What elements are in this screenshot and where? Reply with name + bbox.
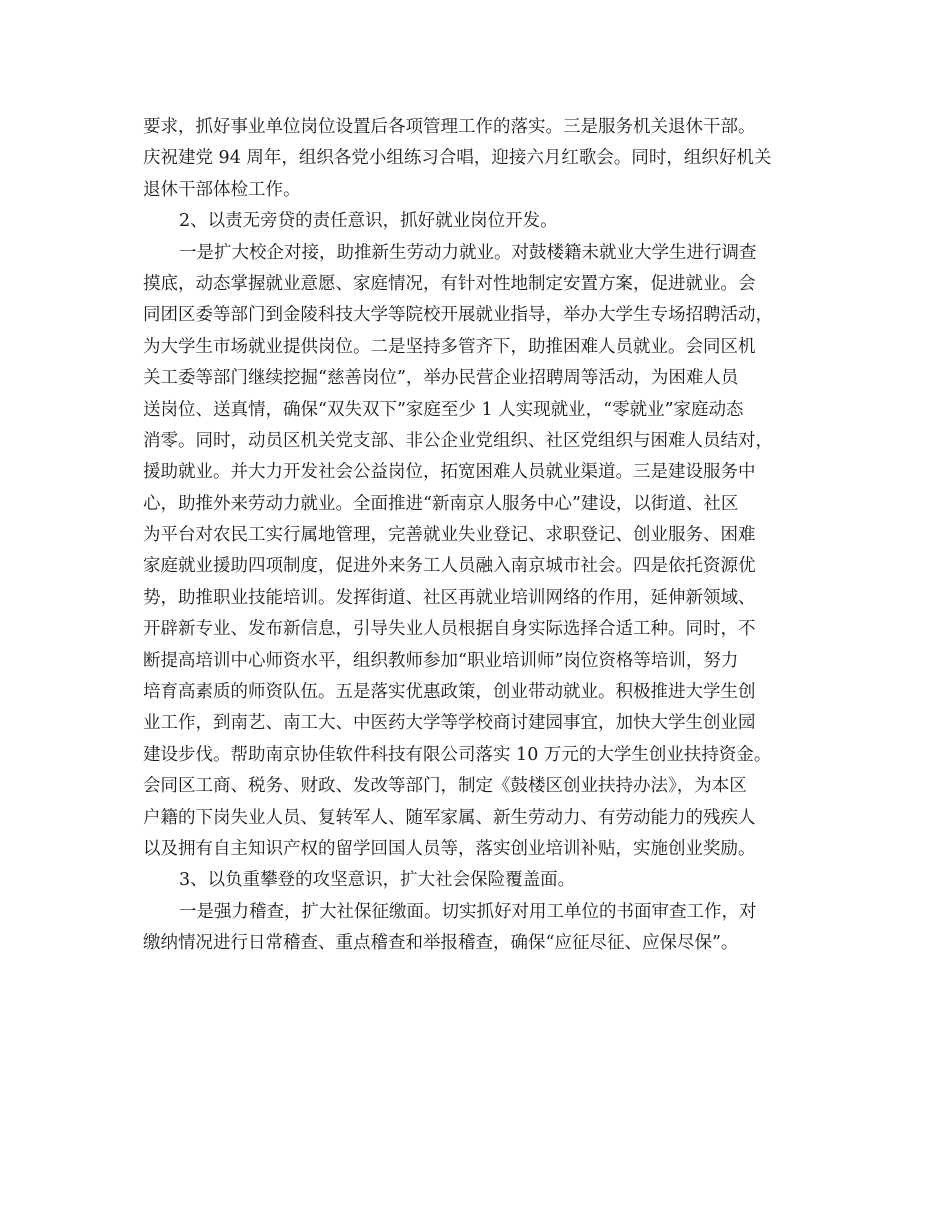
text-line: 断提高培训中心师资水平，组织教师参加“职业培训师”岗位资格等培训，努力 xyxy=(143,650,739,671)
text-line: 摸底，动态掌握就业意愿、家庭情况，有针对性地制定安置方案，促进就业。会 xyxy=(143,273,756,294)
text-line: 一是强力稽查，扩大社保征缴面。切实抓好对用工单位的书面审查工作，对 xyxy=(179,901,757,922)
text-line: 开辟新专业、发布新信息，引导失业人员根据自身实际选择合适工种。同时，不 xyxy=(143,619,756,640)
text-line: 缴纳情况进行日常稽查、重点稽查和举报稽查，确保“应征尽征、应保尽保”。 xyxy=(143,933,739,954)
text-line: 退休干部体检工作。 xyxy=(143,179,301,200)
text-line: 同团区委等部门到金陵科技大学等院校开展就业指导，举办大学生专场招聘活动， xyxy=(143,305,773,326)
text-line: 为平台对农民工实行属地管理，完善就业失业登记、求职登记、创业服务、困难 xyxy=(143,525,756,546)
text-line: 建设步伐。帮助南京协佳软件科技有限公司落实 10 万元的大学生创业扶持资金。 xyxy=(143,744,772,765)
text-line: 一是扩大校企对接，助推新生劳动力就业。对鼓楼籍未就业大学生进行调查 xyxy=(179,242,757,263)
text-line: 户籍的下岗失业人员、复转军人、随军家属、新生劳动力、有劳动能力的残疾人 xyxy=(143,807,756,828)
section-heading: 2、以责无旁贷的责任意识，抓好就业岗位开发。 xyxy=(179,211,558,232)
text-line: 会同区工商、税务、财政、发改等部门，制定《鼓楼区创业扶持办法》，为本区 xyxy=(143,776,747,797)
text-line: 援助就业。并大力开发社会公益岗位，拓宽困难人员就业渠道。三是建设服务中 xyxy=(143,462,756,483)
text-line: 家庭就业援助四项制度，促进外来务工人员融入南京城市社会。四是依托资源优 xyxy=(143,556,756,577)
text-line: 业工作，到南艺、南工大、中医药大学等学校商讨建园事宜，加快大学生创业园 xyxy=(143,713,756,734)
section-heading: 3、以负重攀登的攻坚意识，扩大社会保险覆盖面。 xyxy=(179,870,576,891)
text-line: 以及拥有自主知识产权的留学回国人员等，落实创业培训补贴，实施创业奖励。 xyxy=(143,838,756,859)
text-line: 关工委等部门继续挖掘“慈善岗位”，举办民营企业招聘周等活动，为困难人员 xyxy=(143,368,739,389)
text-line: 势，助推职业技能培训。发挥街道、社区再就业培训网络的作用，延伸新领域、 xyxy=(143,587,756,608)
text-line: 庆祝建党 94 周年，组织各党小组练习合唱，迎接六月红歌会。同时，组织好机关 xyxy=(143,148,772,169)
text-line: 心，助推外来劳动力就业。全面推进“新南京人服务中心”建设，以街道、社区 xyxy=(143,493,739,514)
text-line: 要求，抓好事业单位岗位设置后各项管理工作的落实。三是服务机关退休干部。 xyxy=(143,117,756,137)
text-line: 培育高素质的师资队伍。五是落实优惠政策，创业带动就业。积极推进大学生创 xyxy=(143,682,756,703)
document-body xyxy=(143,112,811,960)
text-line: 消零。同时，动员区机关党支部、非公企业党组织、社区党组织与困难人员结对， xyxy=(143,430,773,451)
text-line: 为大学生市场就业提供岗位。二是坚持多管齐下，助推困难人员就业。会同区机 xyxy=(143,336,756,357)
text-line: 送岗位、送真情，确保“双失双下”家庭至少 1 人实现就业，“零就业”家庭动态 xyxy=(143,399,744,420)
